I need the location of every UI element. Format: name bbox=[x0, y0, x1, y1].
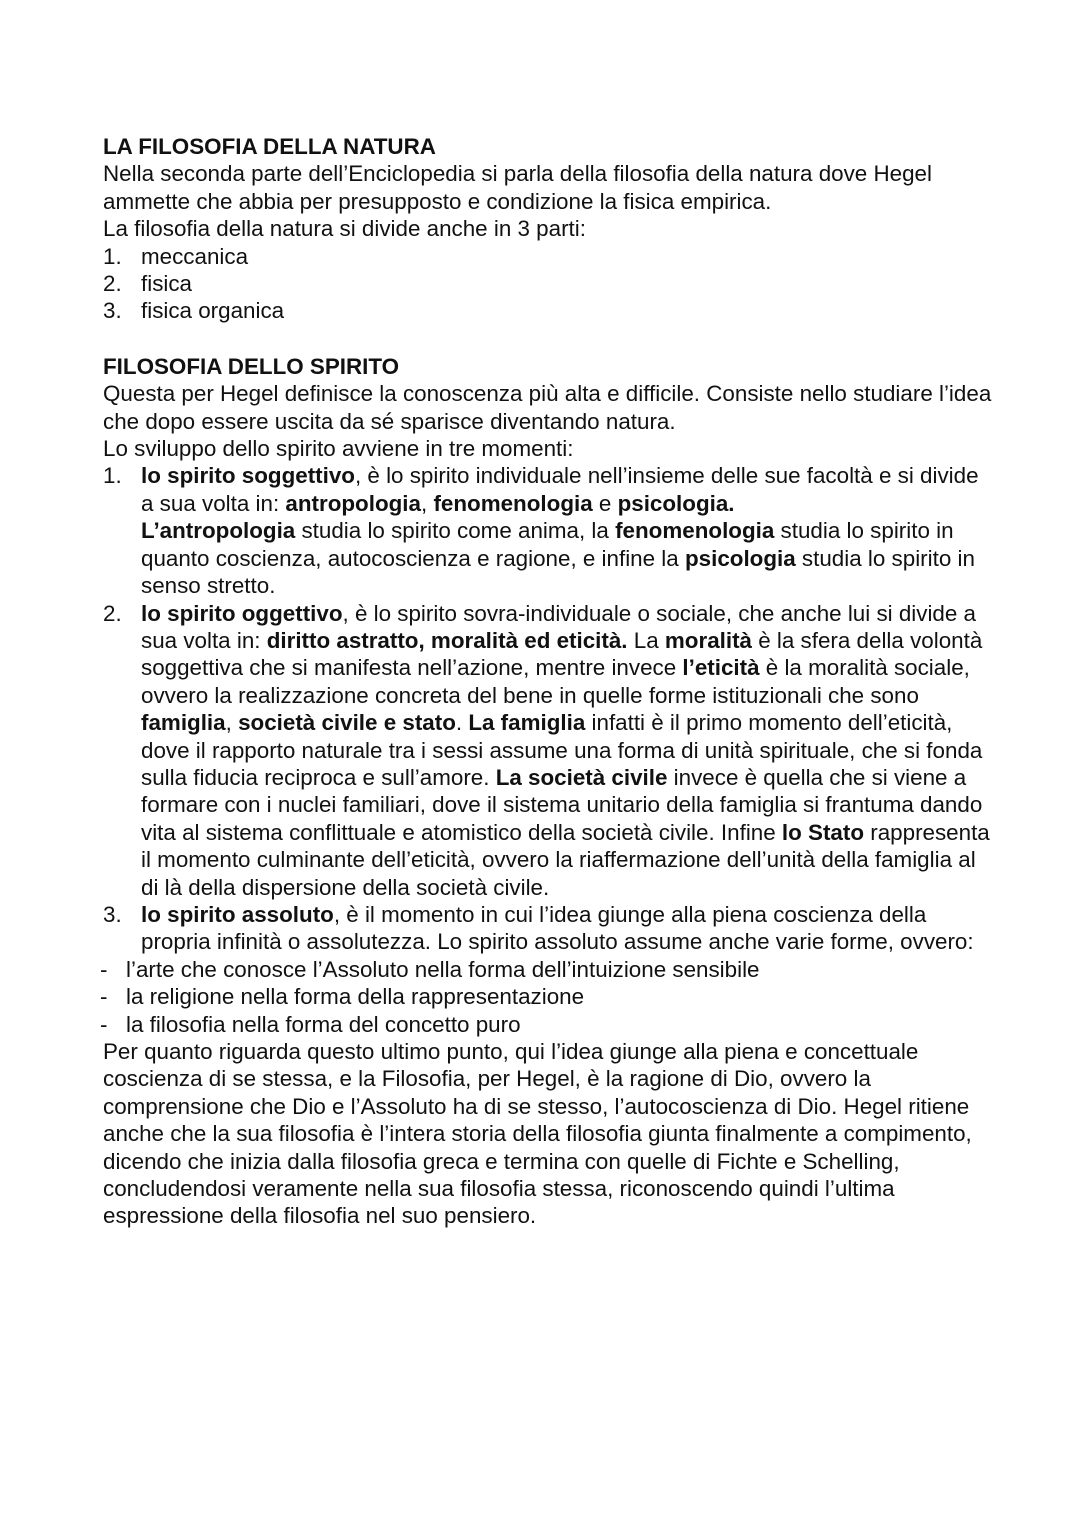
section-title-spirito: FILOSOFIA DELLO SPIRITO bbox=[103, 353, 400, 379]
list-item-text: meccanica bbox=[141, 243, 249, 269]
paragraph-natura-intro: Nella seconda parte dell’Enciclopedia si parla della filosofia della natura dove Hegel ammette che abbia per presupposto e condizione la fisica empirica. bbox=[103, 161, 932, 214]
text-run: , è lo spirito sovra-individuale o sociale, che anche lui si divide a sua volta in: bbox=[141, 600, 977, 653]
bold-term: moralità bbox=[664, 627, 752, 653]
bold-term: fenomenologia bbox=[615, 518, 775, 544]
text-run: e bbox=[592, 490, 618, 516]
section-spacer bbox=[103, 325, 993, 353]
dash-bullet: - bbox=[100, 1011, 108, 1037]
bold-term: L’antropologia bbox=[141, 518, 296, 544]
list-item bbox=[100, 983, 993, 1010]
bold-term: psicologia. bbox=[617, 490, 735, 516]
list-item bbox=[103, 243, 993, 270]
list-number: 3. bbox=[103, 298, 122, 324]
natura-parts-list bbox=[103, 243, 993, 325]
section-filosofia-natura bbox=[103, 133, 993, 325]
spirito-moments-list bbox=[103, 462, 993, 955]
forme-spirito-assoluto-list bbox=[100, 956, 993, 1038]
list-item-text: fisica organica bbox=[141, 298, 285, 324]
section-filosofia-spirito bbox=[100, 353, 993, 1230]
paragraph-conclusione: Per quanto riguarda questo ultimo punto, qui l’idea giunge alla piena e concettuale coscienza di se stessa, e la Filosofia, per Hegel, è la ragione di Dio, ovvero la comprensione che Dio e l’Assoluto ha di se stesso, l’autocoscienza di Dio. Hegel ritiene anche che la sua filosofia è l’intera storia della filosofia giunta finalmente a compimento, dicendo che inizia dalla filosofia greca e termina con quelle di Fichte e Schelling, concludendosi veramente nella sua filosofia stessa, riconoscendo quindi l’ultima espressione della filosofia nel suo pensiero. bbox=[103, 1039, 972, 1229]
bold-term: famiglia bbox=[141, 710, 226, 736]
bold-term: psicologia bbox=[684, 545, 796, 571]
text-run: rappresenta il momento culminante dell’eticità, ovvero la riaffermazione dell’unità della famiglia al di là della dispersione della società civile. bbox=[141, 819, 990, 900]
text-run: è la moralità sociale, ovvero la realizzazione concreta del bene in quelle forme istituzionali che sono bbox=[141, 655, 970, 708]
list-item bbox=[103, 297, 993, 324]
bold-term: antropologia bbox=[285, 490, 421, 516]
list-number: 1. bbox=[103, 463, 122, 489]
text-run: , bbox=[225, 710, 239, 736]
list-item bbox=[100, 956, 993, 983]
moment-spirito-oggettivo bbox=[103, 600, 993, 901]
list-number: 2. bbox=[103, 271, 122, 297]
bold-term: La famiglia bbox=[468, 710, 586, 736]
list-number: 3. bbox=[103, 901, 122, 927]
moment-spirito-soggettivo bbox=[103, 462, 993, 599]
text-run: studia lo spirito in senso stretto. bbox=[141, 545, 975, 599]
section-title-natura: LA FILOSOFIA DELLA NATURA bbox=[103, 134, 436, 159]
paragraph-spirito-momenti: Lo sviluppo dello spirito avviene in tre momenti: bbox=[103, 436, 574, 462]
list-item-text: l’arte che conosce l’Assoluto nella forma dell’intuizione sensibile bbox=[126, 956, 760, 982]
list-number: 2. bbox=[103, 600, 122, 626]
paragraph-natura-divide: La filosofia della natura si divide anche in 3 parti: bbox=[103, 216, 586, 242]
bold-term: lo spirito oggettivo bbox=[141, 600, 343, 626]
list-item bbox=[100, 1011, 993, 1038]
list-item-text: la filosofia nella forma del concetto puro bbox=[126, 1011, 521, 1037]
bold-term: l’eticità bbox=[682, 655, 760, 681]
forme-list-wrapper bbox=[100, 956, 993, 1038]
text-run: è la sfera della volontà soggettiva che si manifesta nell’azione, mentre invece bbox=[141, 627, 983, 681]
document-page bbox=[100, 133, 993, 1230]
bold-term: lo spirito soggettivo bbox=[141, 463, 355, 489]
list-item bbox=[103, 270, 993, 297]
paragraph-spirito-intro: Questa per Hegel definisce la conoscenza più alta e difficile. Consiste nello studiare l’idea che dopo essere uscita da sé sparisce diventando natura. bbox=[103, 381, 992, 434]
moment-spirito-assoluto bbox=[103, 901, 993, 956]
text-run: , è il momento in cui l’idea giunge alla piena coscienza della propria infinità o assolutezza. Lo spirito assoluto assume anche varie forme, ovvero: bbox=[141, 901, 974, 955]
bold-term: società civile e stato bbox=[238, 710, 456, 736]
bold-term: fenomenologia bbox=[433, 490, 593, 516]
text-run: , bbox=[420, 490, 434, 516]
text-run: . bbox=[455, 710, 469, 736]
text-run: , è lo spirito individuale nell’insieme delle sue facoltà e si divide a sua volta in: bbox=[141, 463, 979, 516]
bold-term: La società civile bbox=[495, 764, 668, 790]
dash-bullet: - bbox=[100, 984, 108, 1010]
bold-term: lo Stato bbox=[781, 819, 865, 845]
list-number: 1. bbox=[103, 243, 122, 269]
list-item-text: la religione nella forma della rappresentazione bbox=[126, 984, 585, 1010]
text-run: studia lo spirito come anima, la bbox=[295, 518, 616, 544]
text-run: La bbox=[627, 627, 665, 653]
bold-term: diritto astratto, moralità ed eticità. bbox=[266, 627, 628, 653]
text-run: studia lo spirito in quanto coscienza, autocoscienza e ragione, e infine la bbox=[141, 518, 954, 571]
bold-term: lo spirito assoluto bbox=[141, 901, 334, 927]
list-item-text: fisica bbox=[141, 271, 193, 297]
text-run: invece è quella che si viene a formare con i nuclei familiari, dove il sistema unitario della famiglia si frantuma dando vita al sistema conflittuale e atomistico della società civile. Infine bbox=[141, 764, 983, 845]
dash-bullet: - bbox=[100, 956, 108, 982]
text-run: infatti è il primo momento dell’eticità, dove il rapporto naturale tra i sessi assume una forma di unità spirituale, che si fonda sulla fiducia reciproca e sull’amore. bbox=[141, 710, 983, 790]
